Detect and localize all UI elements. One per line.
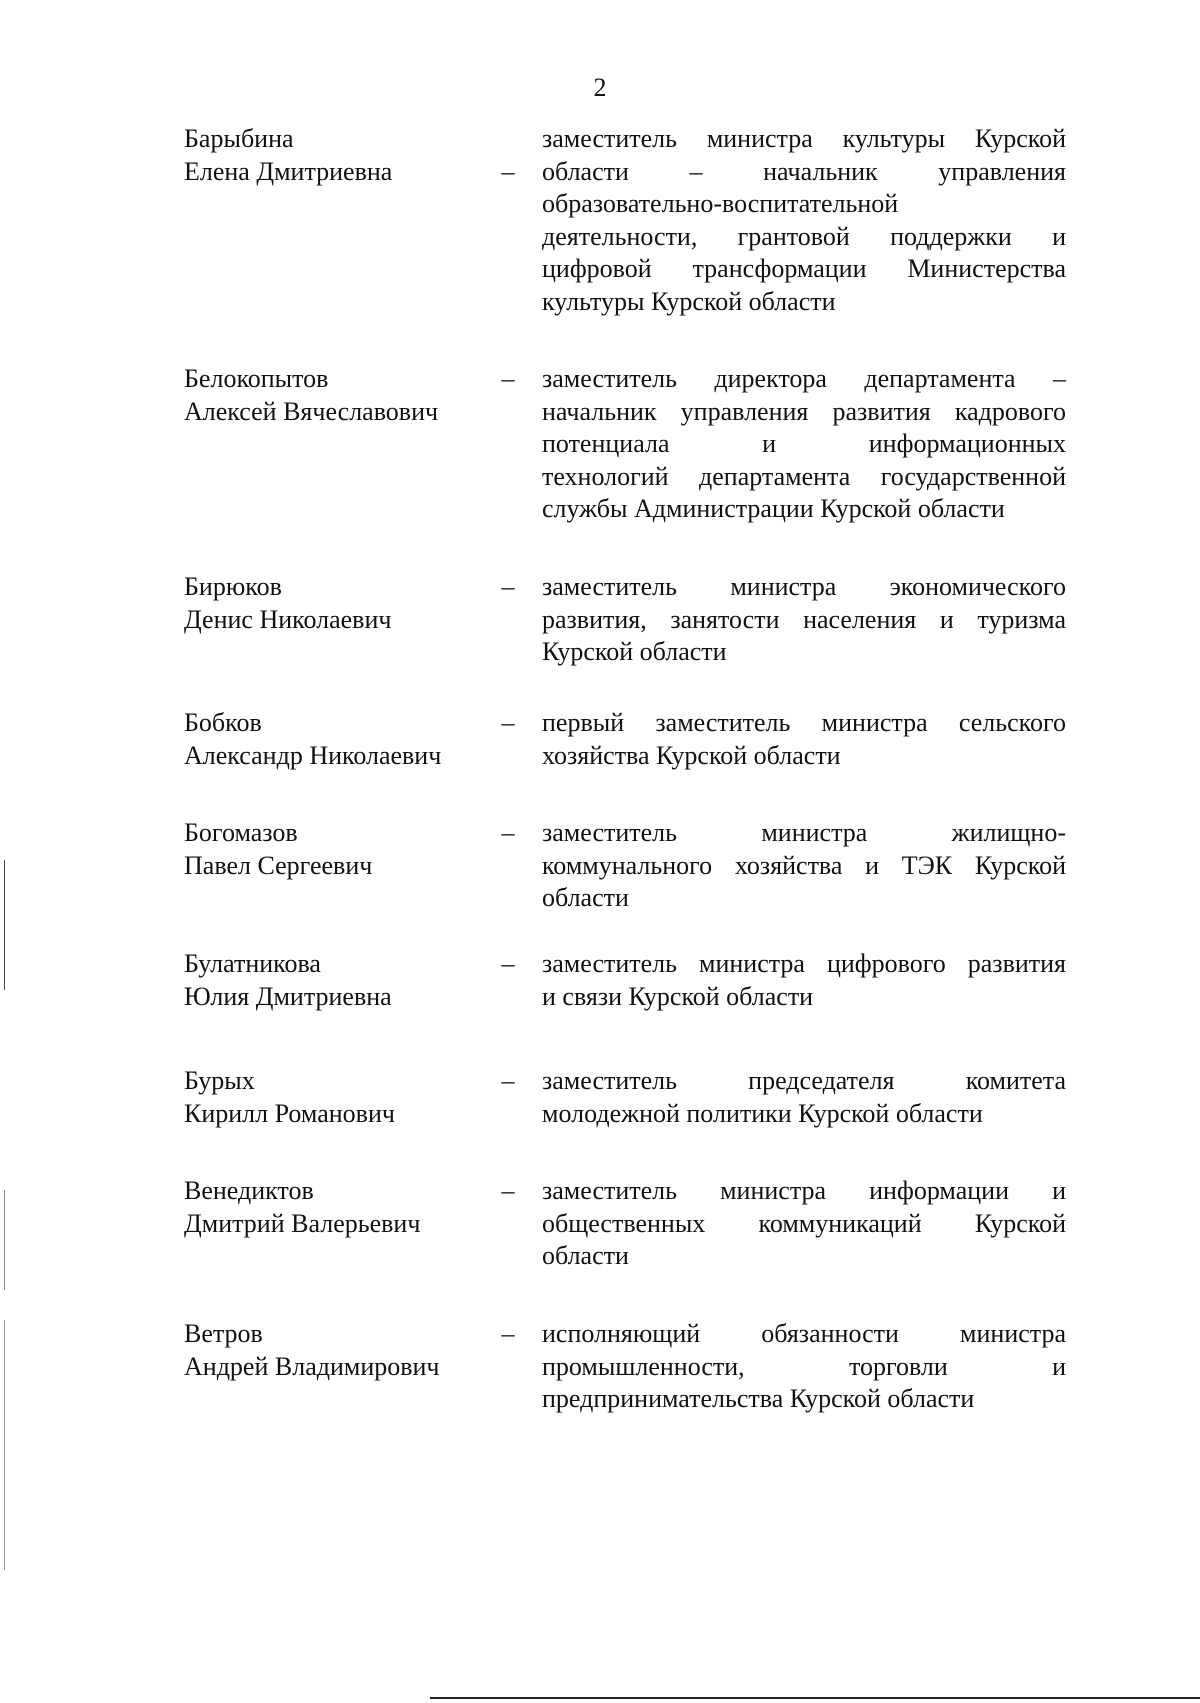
position-description [542, 363, 1066, 526]
surname: Бирюков [184, 572, 282, 601]
surname: Бурых [184, 1066, 255, 1095]
role-line: развития, занятости населения и туризма [542, 604, 1066, 634]
given-name: Юлия Дмитриевна [184, 981, 392, 1011]
given-name: Павел Сергеевич [184, 850, 373, 880]
dash: – [501, 1066, 515, 1095]
position-description [542, 707, 1066, 772]
role-line: заместитель министра цифрового развития [542, 949, 1066, 978]
given-name: Кирилл Романович [184, 1098, 395, 1128]
role-line: Курской области [542, 637, 727, 666]
role-line: предпринимательства Курской области [542, 1384, 975, 1413]
role-line: области [542, 1241, 629, 1270]
role-line: коммунального хозяйства и ТЭК Курской [542, 850, 1066, 880]
surname: Булатникова [184, 949, 321, 978]
role-line: начальник управления развития кадрового [542, 396, 1066, 426]
margin-scan-line [4, 860, 5, 990]
dash: – [501, 818, 515, 847]
person-name [184, 817, 494, 882]
person-name [184, 1065, 494, 1130]
margin-scan-line [4, 1190, 5, 1290]
person-name [184, 123, 494, 188]
role-line: образовательно-воспитательной [542, 189, 899, 218]
role-line: исполняющий обязанности министра [542, 1319, 1066, 1348]
role-line: первый заместитель министра сельского [542, 708, 1066, 737]
role-line: области [542, 883, 629, 912]
role-line: промышленности, торговли и [542, 1351, 1066, 1381]
position-description [542, 123, 1066, 318]
given-name: Елена Дмитриевна [184, 156, 393, 186]
dash: – [501, 949, 515, 978]
dash: – [501, 1319, 515, 1348]
role-line: и связи Курской области [542, 981, 814, 1011]
person-name [184, 363, 494, 428]
surname: Бобков [184, 708, 262, 737]
dash: – [501, 364, 515, 393]
role-line: заместитель министра культуры Курской [542, 124, 1066, 153]
role-line: общественных коммуникаций Курской [542, 1208, 1066, 1238]
person-name [184, 1175, 494, 1240]
given-name: Александр Николаевич [184, 740, 442, 770]
role-line: службы Администрации Курской области [542, 494, 1005, 523]
given-name: Андрей Владимирович [184, 1351, 440, 1381]
position-description [542, 1065, 1066, 1130]
page-number: 2 [593, 73, 607, 102]
given-name: Дмитрий Валерьевич [184, 1208, 421, 1238]
margin-scan-line [4, 1320, 5, 1570]
position-description [542, 571, 1066, 669]
role-line: молодежной политики Курской области [542, 1098, 983, 1128]
role-line: хозяйства Курской области [542, 740, 841, 770]
surname: Белокопытов [184, 364, 329, 393]
dash: – [501, 572, 515, 601]
role-line: потенциала и информационных [542, 429, 1066, 458]
dash: – [501, 708, 515, 737]
given-name: Денис Николаевич [184, 604, 392, 634]
role-line: технологий департамента государственной [542, 461, 1066, 491]
position-description [542, 1175, 1066, 1273]
dash: – [501, 156, 515, 186]
surname: Венедиктов [184, 1176, 314, 1205]
role-line: области – начальник управления [542, 156, 1066, 186]
person-name [184, 707, 494, 772]
role-line: деятельности, грантовой поддержки и [542, 221, 1066, 251]
role-line: заместитель министра информации и [542, 1176, 1066, 1205]
surname: Богомазов [184, 818, 298, 847]
position-description [542, 1318, 1066, 1416]
person-name [184, 1318, 494, 1383]
role-line: культуры Курской области [542, 286, 836, 316]
position-description [542, 817, 1066, 915]
page-bottom-edge [430, 1697, 1200, 1699]
surname: Барыбина [184, 124, 294, 153]
role-line: цифровой трансформации Министерства [542, 254, 1066, 283]
role-line: заместитель председателя комитета [542, 1066, 1066, 1095]
role-line: заместитель министра экономического [542, 572, 1066, 601]
role-line: заместитель директора департамента – [542, 364, 1066, 393]
person-name [184, 571, 494, 636]
position-description [542, 948, 1066, 1013]
dash: – [501, 1176, 515, 1205]
surname: Ветров [184, 1319, 263, 1348]
role-line: заместитель министра жилищно- [542, 818, 1066, 847]
person-name [184, 948, 494, 1013]
given-name: Алексей Вячеславович [184, 396, 439, 426]
